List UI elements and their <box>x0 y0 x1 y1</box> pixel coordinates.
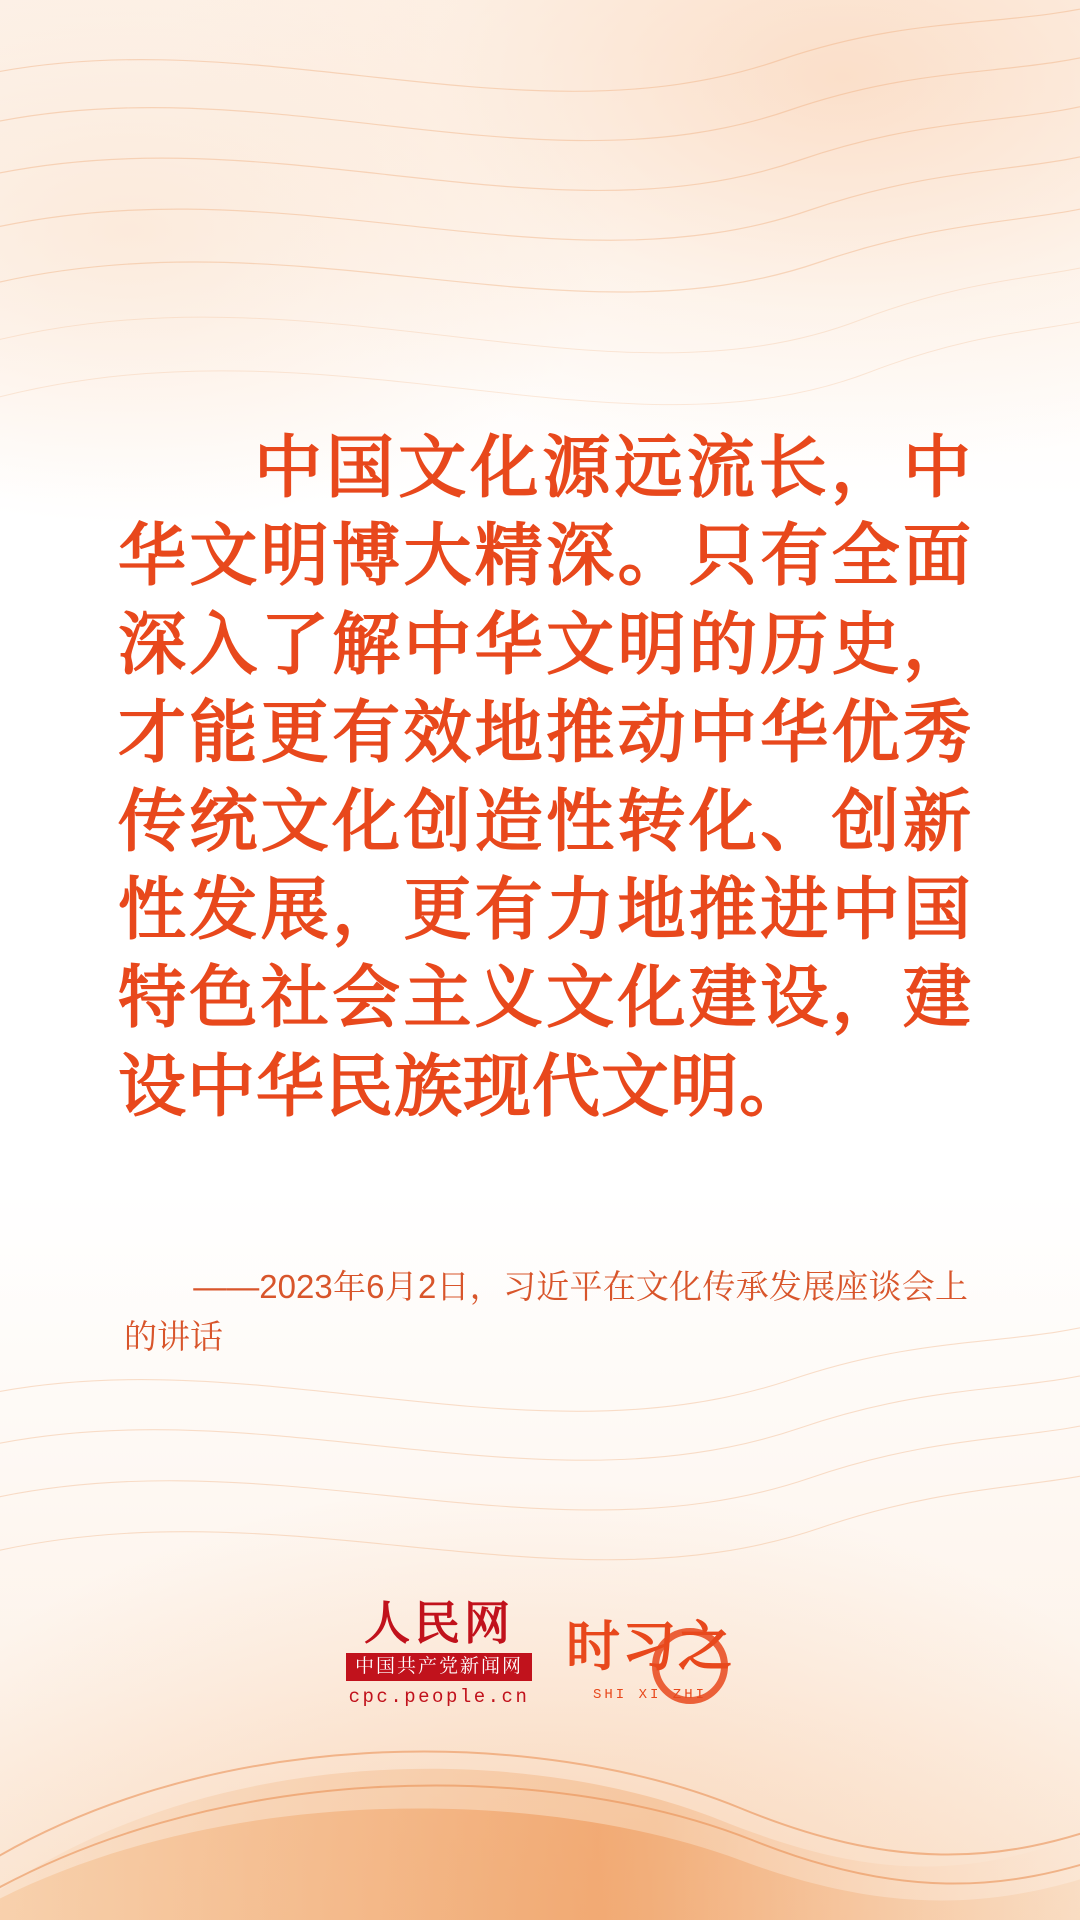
people-cn-logo-subtitle: 中国共产党新闻网 <box>346 1653 532 1681</box>
shixizhi-logo-name: 时习之 <box>566 1614 734 1678</box>
shixizhi-logo-pinyin: SHI XI ZHI <box>592 1687 707 1703</box>
quote-attribution: ——2023年6月2日，习近平在文化传承发展座谈会上的讲话 <box>124 1268 968 1355</box>
shixizhi-logo[interactable] <box>566 1602 734 1706</box>
footer-logo-row <box>0 1596 1080 1708</box>
quote-block <box>118 424 972 1131</box>
quote-text: 中国文化源远流长，中华文明博大精深。只有全面深入了解中华文明的历史，才能更有效地推动中华优秀传统文化创造性转化、创新性发展，更有力地推进中国特色社会主义文化建设，建设中华民族现代文明。 <box>118 430 972 1125</box>
people-cn-logo-url: cpc.people.cn <box>348 1686 530 1708</box>
people-cn-logo-name: 人民网 <box>363 1596 514 1650</box>
people-cn-logo[interactable] <box>346 1596 532 1708</box>
